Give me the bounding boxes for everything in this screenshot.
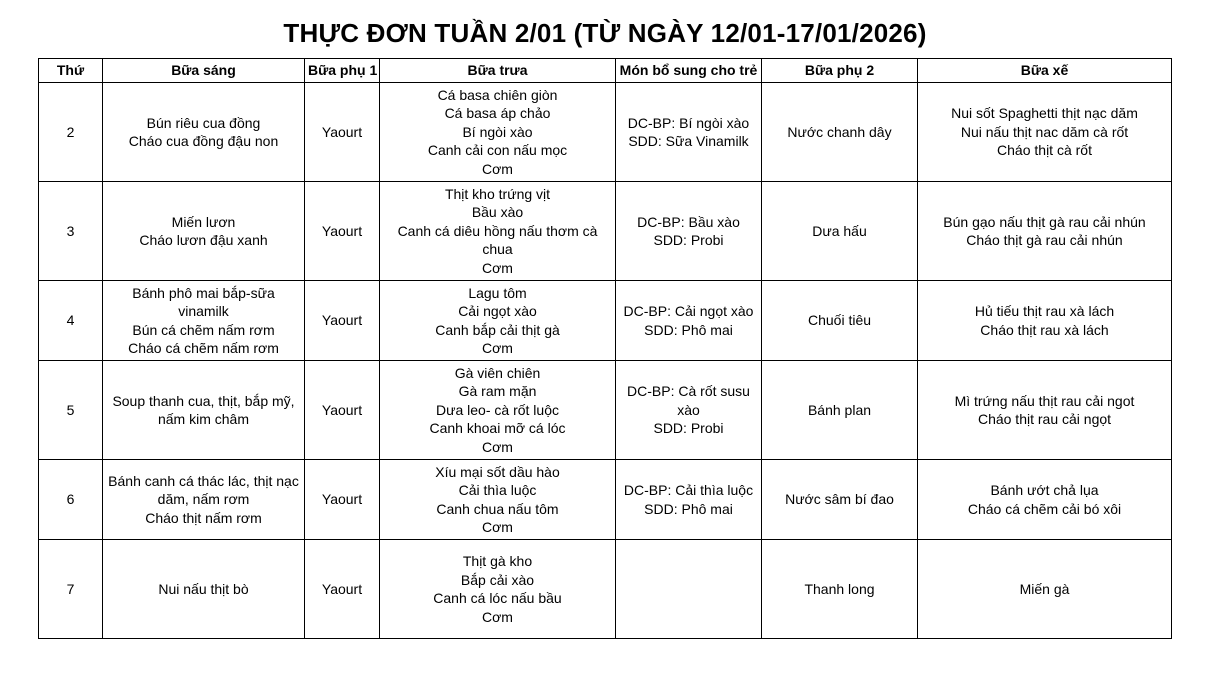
cell-afternoon	[918, 182, 1172, 281]
cell-line: DC-BP: Bí ngòi xào	[627, 114, 750, 131]
cell-line: Dưa leo- cà rốt luộc	[436, 401, 559, 418]
cell-breakfast	[103, 361, 305, 460]
cell-line: DC-BP: Cải thìa luộc	[623, 482, 754, 498]
cell-snack2: Bánh plan	[762, 361, 918, 460]
cell-line: SDD: Phô mai	[644, 321, 733, 338]
cell-line: Cháo thịt nấm rơm	[145, 509, 262, 526]
cell-breakfast	[103, 281, 305, 361]
table-row	[39, 460, 1172, 540]
cell-line: DC-BP: Cải ngọt xào	[623, 303, 754, 319]
table-row	[39, 182, 1172, 281]
cell-supplement	[616, 460, 762, 540]
cell-line: Cá basa chiên giòn	[437, 86, 558, 103]
cell-breakfast	[103, 182, 305, 281]
cell-line: SDD: Probi	[653, 232, 724, 248]
cell-lunch	[380, 83, 616, 182]
header-snack2: Bữa phụ 2	[762, 59, 918, 83]
cell-line: Hủ tiếu thịt rau xà lách	[974, 303, 1115, 319]
cell-line: Cháo thịt rau xà lách	[980, 321, 1109, 338]
cell-line: Miến lươn	[171, 213, 236, 230]
cell-snack1: Yaourt	[305, 83, 380, 182]
cell-line: Miến gà	[1019, 580, 1070, 597]
cell-afternoon	[918, 361, 1172, 460]
cell-line: Cháo cá chẽm nấm rơm	[128, 340, 279, 356]
cell-snack2: Chuối tiêu	[762, 281, 918, 361]
cell-line: Cháo cua đồng đậu non	[128, 133, 279, 149]
cell-snack2: Dưa hấu	[762, 182, 918, 281]
cell-lunch	[380, 460, 616, 540]
cell-line: SDD: Sữa Vinamilk	[628, 133, 749, 149]
cell-supplement	[616, 281, 762, 361]
cell-line: Bún gạo nấu thịt gà rau cải nhún	[943, 213, 1146, 230]
page-title: THỰC ĐƠN TUẦN 2/01 (TỪ NGÀY 12/01-17/01/2026)	[283, 18, 927, 48]
cell-snack2: Thanh long	[762, 540, 918, 639]
cell-day: 7	[39, 540, 103, 639]
cell-line: Nui sốt Spaghetti thịt nạc dăm	[951, 105, 1138, 122]
cell-line: Bánh canh cá thác lác, thịt nạc dăm, nấm rơm	[108, 472, 299, 508]
table-row	[39, 281, 1172, 361]
cell-line: Xíu mại sốt dầu hào	[435, 463, 560, 480]
cell-line: Canh chua nấu tôm	[436, 500, 559, 517]
cell-afternoon	[918, 281, 1172, 361]
table-row	[39, 361, 1172, 460]
cell-lunch	[380, 281, 616, 361]
cell-line: DC-BP: Bầu xào	[637, 213, 740, 230]
cell-line: Lagu tôm	[468, 284, 527, 301]
cell-line: Cháo thịt cà rốt	[997, 142, 1092, 159]
cell-line: Bánh ướt chả lụa	[990, 482, 1099, 498]
cell-line: Cải ngọt xào	[458, 303, 537, 319]
cell-snack1: Yaourt	[305, 540, 380, 639]
cell-snack2: Nước chanh dây	[762, 83, 918, 182]
cell-line: Canh khoai mỡ cá lóc	[429, 420, 566, 437]
cell-line: Cháo cá chẽm cải bó xôi	[967, 500, 1122, 517]
cell-line: Thịt kho trứng vịt	[444, 185, 551, 202]
cell-line: Bún cá chẽm nấm rơm	[132, 321, 275, 338]
cell-line: Cơm	[482, 160, 513, 177]
header-day: Thứ	[39, 59, 103, 83]
cell-line: SDD: Phô mai	[644, 500, 733, 517]
cell-supplement	[616, 361, 762, 460]
cell-line: DC-BP: Cà rốt susu xào	[627, 383, 750, 418]
cell-line: Bánh phô mai bắp-sữa vinamilk	[132, 284, 275, 319]
cell-line: Gà ram mặn	[458, 383, 537, 400]
cell-line: Thịt gà kho	[462, 553, 533, 569]
cell-line: Cải thìa luộc	[458, 482, 537, 498]
header-supplement: Món bổ sung cho trẻ	[616, 59, 762, 83]
cell-afternoon	[918, 460, 1172, 540]
weekly-menu-table	[38, 58, 1172, 639]
header-row	[39, 59, 1172, 83]
cell-line: Mì trứng nấu thịt rau cải ngot	[954, 392, 1135, 409]
cell-line: Canh bắp cải thịt gà	[435, 321, 560, 338]
cell-line: Canh cải con nấu mọc	[427, 142, 568, 159]
cell-lunch	[380, 361, 616, 460]
cell-day: 6	[39, 460, 103, 540]
table-row	[39, 83, 1172, 182]
cell-snack2: Nước sâm bí đao	[762, 460, 918, 540]
cell-lunch	[380, 182, 616, 281]
cell-day: 5	[39, 361, 103, 460]
header-lunch: Bữa trưa	[380, 59, 616, 83]
cell-line: Cơm	[482, 438, 513, 455]
cell-afternoon	[918, 540, 1172, 639]
cell-line: Cháo lươn đậu xanh	[139, 232, 268, 248]
cell-line: Canh cá lóc nấu bầu	[433, 590, 562, 606]
cell-supplement	[616, 540, 762, 639]
cell-line: Canh cá diêu hồng nấu thơm cà chua	[397, 222, 598, 258]
cell-line: Cháo thịt gà rau cải nhún	[966, 232, 1123, 248]
cell-line: Cơm	[482, 519, 513, 535]
cell-line: Bắp cải xào	[460, 571, 535, 588]
cell-line: Cơm	[482, 259, 513, 276]
cell-line: Cơm	[482, 608, 513, 625]
cell-line: Bầu xào	[471, 204, 524, 221]
cell-line: SDD: Probi	[653, 420, 724, 437]
header-afternoon: Bữa xế	[918, 59, 1172, 83]
header-breakfast: Bữa sáng	[103, 59, 305, 83]
cell-supplement	[616, 83, 762, 182]
cell-day: 4	[39, 281, 103, 361]
cell-line: Bún riêu cua đồng	[146, 114, 261, 131]
cell-line: Soup thanh cua, thịt, bắp mỹ, nấm kim châm	[112, 392, 295, 427]
cell-snack1: Yaourt	[305, 182, 380, 281]
cell-breakfast	[103, 83, 305, 182]
cell-lunch	[380, 540, 616, 639]
cell-line: Cơm	[482, 340, 513, 356]
cell-supplement	[616, 182, 762, 281]
table-row	[39, 540, 1172, 639]
cell-day: 2	[39, 83, 103, 182]
header-snack1: Bữa phụ 1	[305, 59, 380, 83]
cell-line: Nui nấu thịt nac dăm cà rốt	[960, 123, 1129, 140]
cell-breakfast	[103, 540, 305, 639]
cell-snack1: Yaourt	[305, 361, 380, 460]
cell-line: Bí ngòi xào	[462, 123, 533, 140]
cell-day: 3	[39, 182, 103, 281]
cell-afternoon	[918, 83, 1172, 182]
cell-snack1: Yaourt	[305, 460, 380, 540]
cell-breakfast	[103, 460, 305, 540]
cell-line: Cháo thịt rau cải ngọt	[977, 411, 1112, 427]
cell-line: Gà viên chiên	[454, 364, 541, 381]
cell-line: Cá basa áp chảo	[444, 105, 551, 122]
cell-snack1: Yaourt	[305, 281, 380, 361]
cell-line: Nui nấu thịt bò	[158, 580, 249, 597]
